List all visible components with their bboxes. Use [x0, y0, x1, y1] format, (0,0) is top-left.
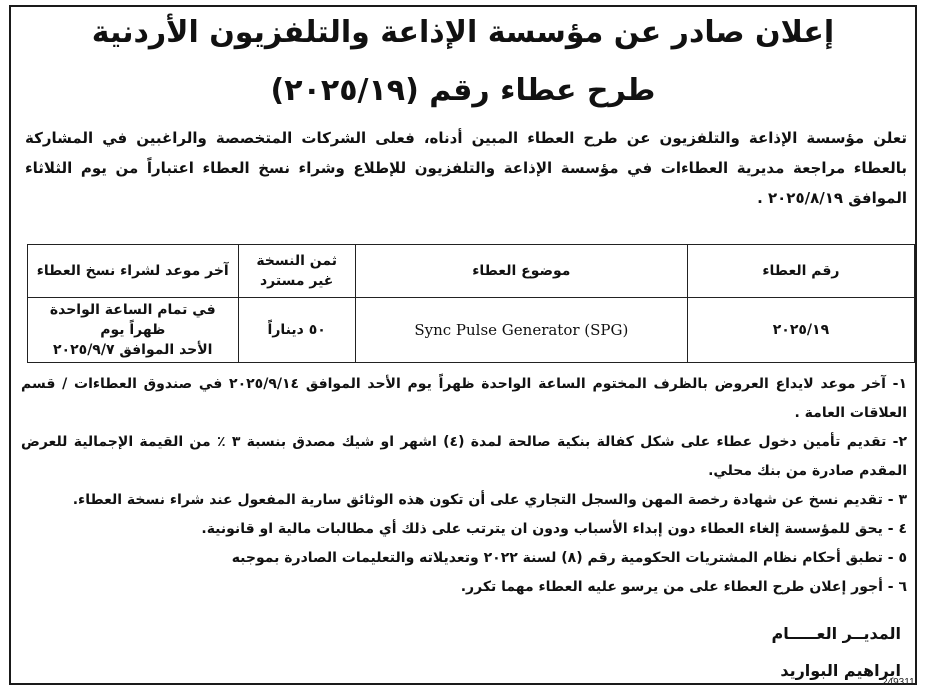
condition-item: ٦ - أجور إعلان طرح العطاء على من يرسو عليه العطاء مهما تكرر. [460, 579, 907, 595]
advertisement [11, 7, 915, 683]
tender-title: طرح عطاء رقم (٢٠٢٥/١٩) [270, 73, 656, 108]
deadline-line1: في تمام الساعة الواحدة ظهراً يوم [49, 302, 216, 338]
condition-item: ٣ - تقديم نسخ عن شهادة رخصة المهن والسجل التجاري على أن تكون هذه الوثائق سارية المفعول عند شراء نسخة العطاء. [72, 492, 907, 508]
header-copy-price-line1: ثمن النسخة [256, 253, 338, 269]
table-row [28, 298, 915, 363]
condition-item: ١- آخر موعد لايداع العروض بالظرف المختوم الساعة الواحدة ظهراً يوم الأحد الموافق ٢٠٢٥/٩/١٤ في صندوق العطاءات / قسم العلاقات العامة . [21, 376, 908, 421]
header-tender-number: رقم العطاء [687, 245, 914, 298]
header-purchase-deadline: آخر موعد لشراء نسخ العطاء [28, 245, 239, 298]
condition-item: ٢- تقديم تأمين دخول عطاء على شكل كفالة بنكية صالحة لمدة (٤) اشهر او شيك مصدق بنسبة ٣ ٪ من القيمة الإجمالية للعرض المقدم صادرة من بنك محلي. [21, 434, 908, 479]
condition-item: ٤ - يحق للمؤسسة إلغاء العطاء دون إبداء الأسباب ودون ان يترتب على ذلك أي مطالبات مالية او قانونية. [201, 521, 907, 537]
signature-name: ابراهيم البواريد [780, 661, 901, 680]
cell-purchase-deadline [28, 298, 239, 363]
advertisement-frame [9, 5, 917, 688]
subject-text: Sync Pulse Generator (SPG) [414, 320, 629, 339]
cell-tender-number: ٢٠٢٥/١٩ [687, 298, 914, 363]
deadline-line2: الأحد الموافق ٢٠٢٥/٩/٧ [53, 342, 213, 358]
intro-paragraph: تعلن مؤسسة الإذاعة والتلفزيون عن طرح العطاء المبين أدناه، فعلى الشركات المتخصصة والراغبين في المشاركة بالعطاء مراجعة مديرية العطاءات في مؤسسة الإذاعة والتلفزيون للإطلاع وشراء نسخ العطاء اعتباراً من يوم الثلاثاء الموافق ٢٠٢٥/٨/١٩ . [25, 129, 907, 207]
header-copy-price [238, 245, 355, 298]
table-header-row [28, 245, 915, 298]
ad-title: إعلان صادر عن مؤسسة الإذاعة والتلفزيون الأردنية [91, 15, 835, 50]
signature-role: المديــر العـــــام [771, 624, 901, 643]
tender-table [27, 244, 915, 363]
conditions-list [21, 370, 907, 602]
ad-code: 249311 [882, 677, 915, 688]
header-copy-price-line2: غير مسترد [259, 273, 334, 289]
header-tender-subject: موضوع العطاء [355, 245, 687, 298]
cell-copy-price: ٥٠ ديناراً [238, 298, 355, 363]
condition-item: ٥ - تطبق أحكام نظام المشتريات الحكومية رقم (٨) لسنة ٢٠٢٢ وتعديلاته والتعليمات الصادرة بموجبه [231, 550, 907, 566]
cell-tender-subject [355, 298, 687, 363]
